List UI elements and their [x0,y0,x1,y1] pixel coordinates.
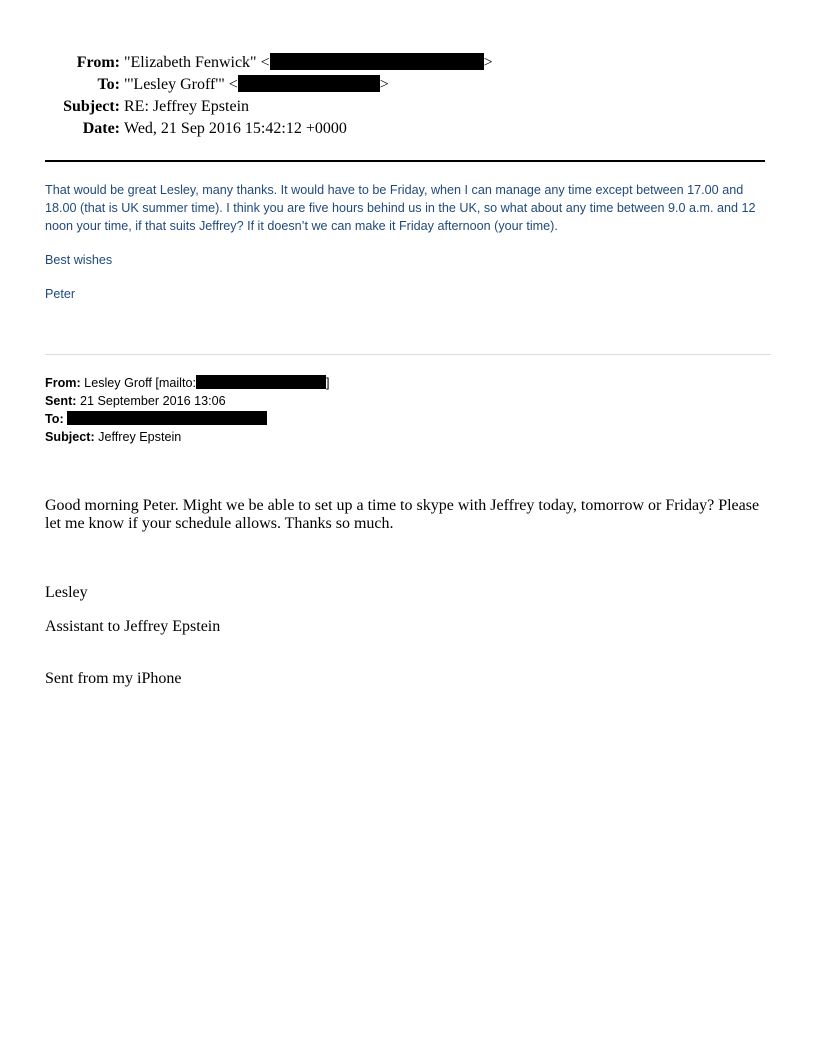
from-value: "Elizabeth Fenwick" < [124,54,270,71]
quoted-sent-value: 21 September 2016 13:06 [76,394,226,408]
original-sender-name: Lesley [45,584,88,601]
from-close: > [483,54,493,71]
redaction-bar [270,53,484,70]
date-value: Wed, 21 Sep 2016 15:42:12 +0000 [124,120,347,137]
original-paragraph: Good morning Peter. Might we be able to set up a time to skype with Jeffrey today, tomorrow or Friday? Please let me know if your schedule allows. Thanks so much. [45,497,760,532]
quote-divider [45,354,771,355]
redaction-bar [196,375,326,389]
quoted-sent-row [45,392,329,410]
quoted-from-close: ] [325,376,330,390]
quoted-sent-label: Sent: [45,394,77,408]
date-label: Date: [82,120,120,137]
quoted-subject-value: Jeffrey Epstein [94,430,182,444]
reply-body [45,181,771,301]
redaction-bar [67,411,267,425]
quoted-header [45,374,329,446]
to-close: > [379,76,389,93]
mobile-footer: Sent from my iPhone [45,670,182,687]
subject-label: Subject: [63,98,120,115]
header-divider [45,160,765,162]
original-message-body [45,497,775,533]
to-label: To: [97,76,120,93]
reply-closing: Best wishes [45,253,113,267]
redaction-bar [238,75,380,92]
to-value: "'Lesley Groff'" < [124,76,238,93]
quoted-to-label: To: [45,412,64,426]
quoted-from-value: Lesley Groff [mailto: [80,376,196,390]
quoted-to-row [45,410,329,428]
quoted-subject-row [45,428,329,446]
subject-value: RE: Jeffrey Epstein [124,98,250,115]
reply-paragraph: That would be great Lesley, many thanks. It would have to be Friday, when I can manage any time except between 17.00 and 18.00 (that is UK summer time). I think you are five hours behind us in the UK, so what about any time between 9.0 a.m. and 12 noon your time, if that suits Jeffrey? If it doesn’t we can make it Friday afternoon (your time). [45,183,756,233]
original-sender-title: Assistant to Jeffrey Epstein [45,618,221,635]
from-label: From: [76,54,120,71]
reply-signature: Peter [45,287,76,301]
quoted-from-label: From: [45,376,81,390]
quoted-subject-label: Subject: [45,430,95,444]
quoted-from-row [45,374,329,392]
